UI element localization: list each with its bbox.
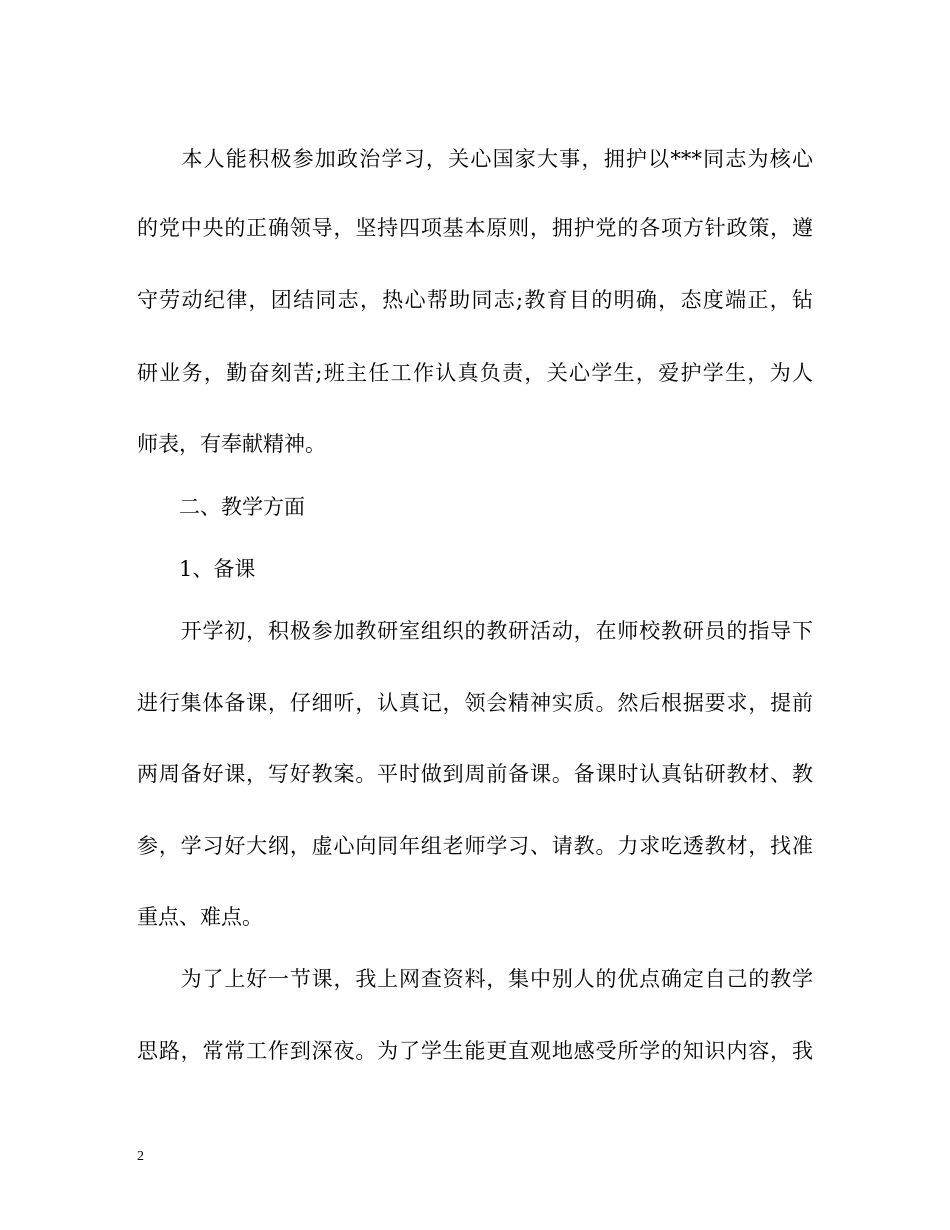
text-line: 守劳动纪律，团结同志，热心帮助同志;教育目的明确，态度端正，钻 [137, 288, 813, 312]
text-line: 本人能积极参加政治学习，关心国家大事，拥护以***同志为核心 [137, 147, 813, 171]
text-line: 重点、难点。 [137, 905, 263, 929]
section-heading: 二、教学方面 [137, 495, 305, 519]
text-line: 参，学习好大纲，虚心向同年组老师学习、请教。力求吃透教材，找准 [137, 834, 813, 858]
text-line: 思路，常常工作到深夜。为了学生能更直观地感受所学的知识内容，我 [137, 1039, 813, 1063]
page-number: 2 [137, 1149, 144, 1164]
text-line: 为了上好一节课，我上网查资料，集中别人的优点确定自己的教学 [137, 967, 813, 991]
subsection-heading: 1、备课 [137, 557, 256, 581]
text-line: 师表，有奉献精神。 [137, 432, 326, 456]
text-line: 开学初，积极参加教研室组织的教研活动，在师校教研员的指导下 [137, 619, 813, 643]
text-line: 的党中央的正确领导，坚持四项基本原则，拥护党的各项方针政策，遵 [137, 216, 813, 240]
text-line: 两周备好课，写好教案。平时做到周前备课。备课时认真钻研教材、教 [137, 762, 813, 786]
text-line: 研业务，勤奋刻苦;班主任工作认真负责，关心学生，爱护学生，为人 [137, 361, 813, 385]
text-line: 进行集体备课，仔细听，认真记，领会精神实质。然后根据要求，提前 [137, 691, 813, 715]
